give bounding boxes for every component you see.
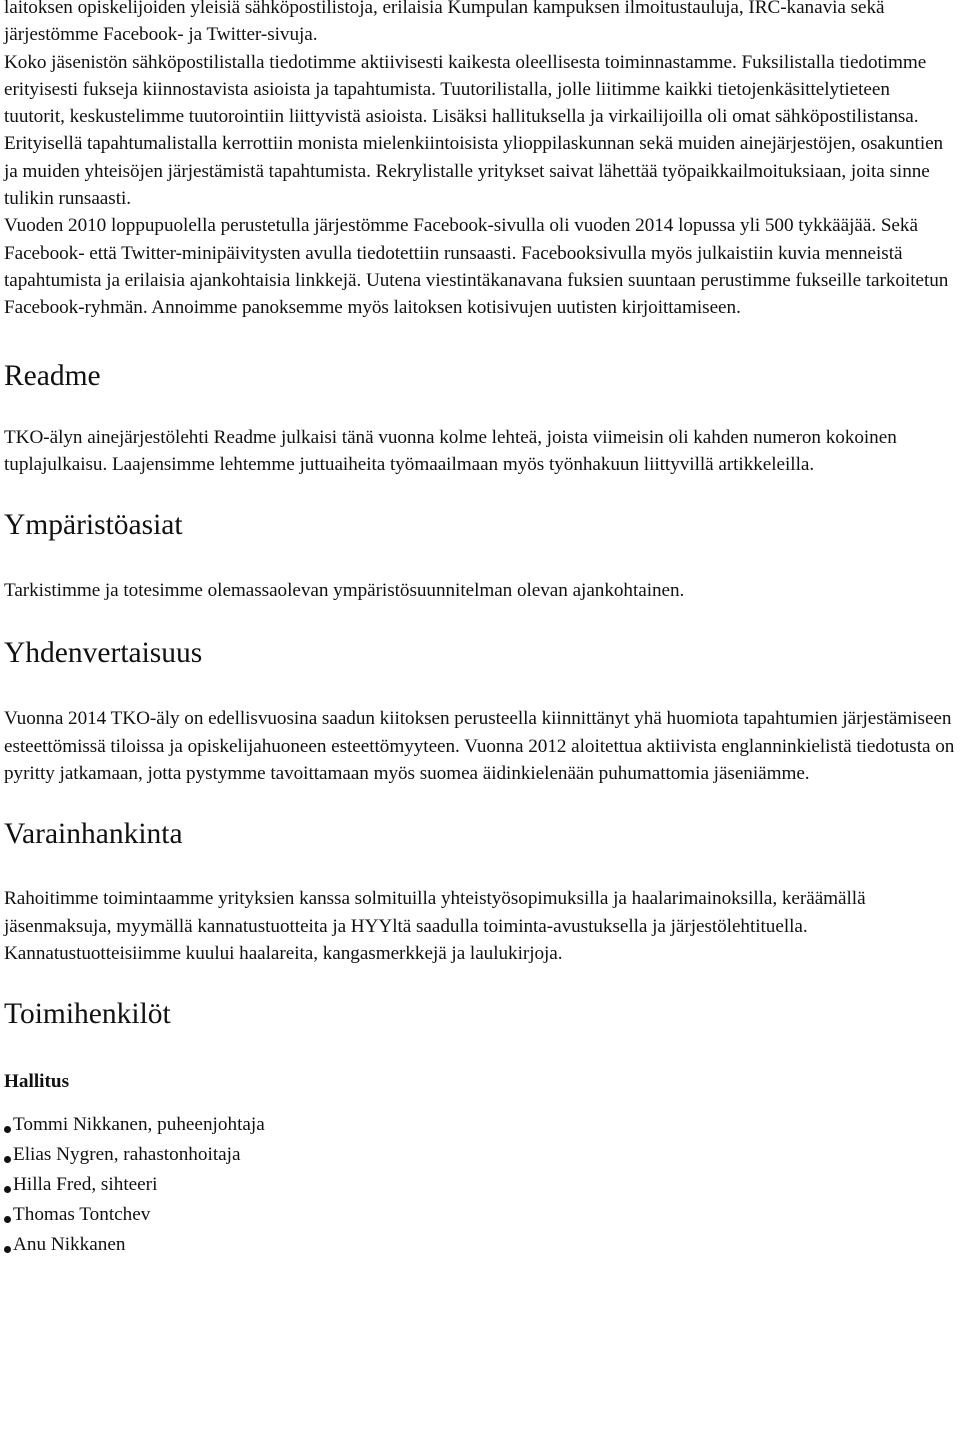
board-member-name: Elias Nygren, rahastonhoitaja <box>13 1144 241 1166</box>
board-member-list <box>4 1110 955 1260</box>
varainhankinta-heading: Varainhankinta <box>4 818 183 851</box>
board-member-name: Hilla Fred, sihteeri <box>13 1174 158 1196</box>
varainhankinta-paragraph: Rahoitimme toimintaamme yrityksien kanssa solmituilla yhteistyösopimuksilla ja haalarimainoksilla, keräämällä jäsenmaksuja, myymällä kannatustuotteita ja HYYltä saadulla toiminta-avustuksella ja järjestölehtituella. Kannatustuotteisiimme kuului haalareita, kangasmerkkejä ja laulukirjoja. <box>4 888 866 964</box>
list-item <box>4 1140 955 1170</box>
list-item <box>4 1230 955 1260</box>
ymparistoasiat-paragraph: Tarkistimme ja totesimme olemassaolevan ympäristösuunnitelman olevan ajankohtainen. <box>4 580 685 602</box>
yhdenvertaisuus-heading: Yhdenvertaisuus <box>4 637 203 670</box>
list-item <box>4 1200 955 1230</box>
bullet-icon <box>4 1186 11 1193</box>
intro-paragraph-2: Koko jäsenistön sähköpostilistalla tiedotimme aktiivisesti kaikesta oleellisesta toiminnastamme. Fuksilistalla tiedotimme erityisesti fukseja kiinnostavista asioista ja tapahtumista. Tuutorilistalla, jolle liitimme kaikki tietojenkäsittelytieteen tuutorit, keskustelimme tuutorointiin liittyvistä asioista. Lisäksi hallituksella ja virkailijoilla oli omat sähköpostilistansa. Erityisellä tapahtumalistalla kerrottiin monista mielenkiintoisista ylioppilaskunnan sekä muiden ainejärjestöjen, osakuntien ja muiden yhteisöjen järjestämistä tapahtumista. Rekrylistalle yritykset saivat lähettää työpaikkailmoituksiaan, joita sinne tulikin runsaasti. <box>4 51 944 210</box>
yhdenvertaisuus-paragraph: Vuonna 2014 TKO-äly on edellisvuosina saadun kiitoksen perusteella kiinnittänyt yhä huomiota tapahtumien järjestämiseen esteettömissä tiloissa ja opiskelijahuoneen esteettömyyteen. Vuonna 2012 aloitettua aktiivista englanninkielistä tiedotusta on pyritty jatkamaan, jotta pystymme tavoittamaan myös suomea äidinkielenään puhumattomia jäseniämme. <box>4 708 955 785</box>
list-item <box>4 1110 955 1140</box>
hallitus-subheading: Hallitus <box>4 1071 70 1093</box>
board-member-name: Thomas Tontchev <box>13 1204 151 1226</box>
readme-paragraph: TKO-älyn ainejärjestölehti Readme julkaisi tänä vuonna kolme lehteä, joista viimeisin oli kahden numeron kokoinen tuplajulkaisu. Laajensimme lehtemme juttuaiheita työmaailmaan myös työnhakuun liittyvillä artikkeleilla. <box>4 426 897 475</box>
bullet-icon <box>4 1216 11 1223</box>
intro-paragraph-3: Vuoden 2010 loppupuolella perustetulla järjestömme Facebook-sivulla oli vuoden 2014 lopussa yli 500 tykkääjää. Sekä Facebook- että Twitter-minipäivitysten avulla tiedotettiin runsaasti. Facebooksivulla myös julkaistiin kuvia menneistä tapahtumista ja erilaisia ajankohtaisia linkkejä. Uutena viestintäkanavana fuksien suuntaan perustimme fukseille tarkoitetun Facebook-ryhmän. Annoimme panoksemme myös laitoksen kotisivujen uutisten kirjoittamiseen. <box>4 215 949 319</box>
bullet-icon <box>4 1156 11 1163</box>
readme-heading: Readme <box>4 359 101 392</box>
board-member-name: Anu Nikkanen <box>13 1234 126 1256</box>
bullet-icon <box>4 1126 11 1133</box>
ymparistoasiat-heading: Ympäristöasiat <box>4 509 183 542</box>
intro-paragraph-1: laitoksen opiskelijoiden yleisiä sähköpostilistoja, erilaisia Kumpulan kampuksen ilmoitustauluja, IRC-kanavia sekä järjestömme Facebook- ja Twitter-sivuja. <box>4 0 885 46</box>
list-item <box>4 1170 955 1200</box>
bullet-icon <box>4 1246 11 1253</box>
board-member-name: Tommi Nikkanen, puheenjohtaja <box>13 1114 265 1136</box>
toimihenkilot-heading: Toimihenkilöt <box>4 998 171 1031</box>
